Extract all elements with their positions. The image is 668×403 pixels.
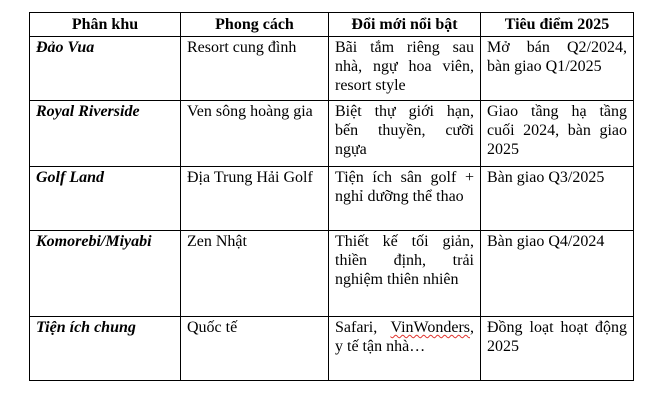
zone-cell: Đảo Vua: [30, 37, 181, 101]
zone-cell: Royal Riverside: [30, 101, 181, 167]
innovation-text-start: Safari,: [335, 319, 391, 336]
style-cell: Resort cung đình: [181, 37, 329, 101]
comparison-table: [29, 12, 634, 381]
zone-cell: Komorebi/Miyabi: [30, 231, 181, 317]
header-style: Phong cách: [181, 13, 329, 37]
table-row: [30, 317, 634, 381]
innovation-cell: [329, 317, 481, 381]
focus-cell: Bàn giao Q4/2024: [481, 231, 634, 317]
focus-cell: Bàn giao Q3/2025: [481, 167, 634, 231]
zone-cell: Tiện ích chung: [30, 317, 181, 381]
innovation-cell: Biệt thự giới hạn, bến thuyền, cưỡi ngựa: [329, 101, 481, 167]
table-row: [30, 101, 634, 167]
style-cell: Zen Nhật: [181, 231, 329, 317]
focus-cell: Mở bán Q2/2024, bàn giao Q1/2025: [481, 37, 634, 101]
focus-cell: Giao tầng hạ tầng cuối 2024, bàn giao 2025: [481, 101, 634, 167]
header-zone: Phân khu: [30, 13, 181, 37]
innovation-cell: Tiện ích sân golf + nghỉ dưỡng thể thao: [329, 167, 481, 231]
focus-cell: Đồng loạt hoạt động 2025: [481, 317, 634, 381]
previous-line-fragment: [29, 0, 633, 3]
style-cell: Quốc tế: [181, 317, 329, 381]
spellcheck-underlined-word: VinWonders: [390, 319, 470, 336]
innovation-cell: Bãi tắm riêng sau nhà, ngự hoa viên, resort style: [329, 37, 481, 101]
style-cell: Ven sông hoàng gia: [181, 101, 329, 167]
innovation-text-end: , y tế tận nhà…: [335, 319, 474, 355]
table-row: [30, 231, 634, 317]
innovation-cell: Thiết kế tối giản, thiền định, trải nghiệm thiên nhiên: [329, 231, 481, 317]
table-row: [30, 37, 634, 101]
header-focus: Tiêu điểm 2025: [481, 13, 634, 37]
header-innovation: Đổi mới nổi bật: [329, 13, 481, 37]
table-header-row: [30, 13, 634, 37]
table-row: [30, 167, 634, 231]
style-cell: Địa Trung Hải Golf: [181, 167, 329, 231]
zone-cell: Golf Land: [30, 167, 181, 231]
